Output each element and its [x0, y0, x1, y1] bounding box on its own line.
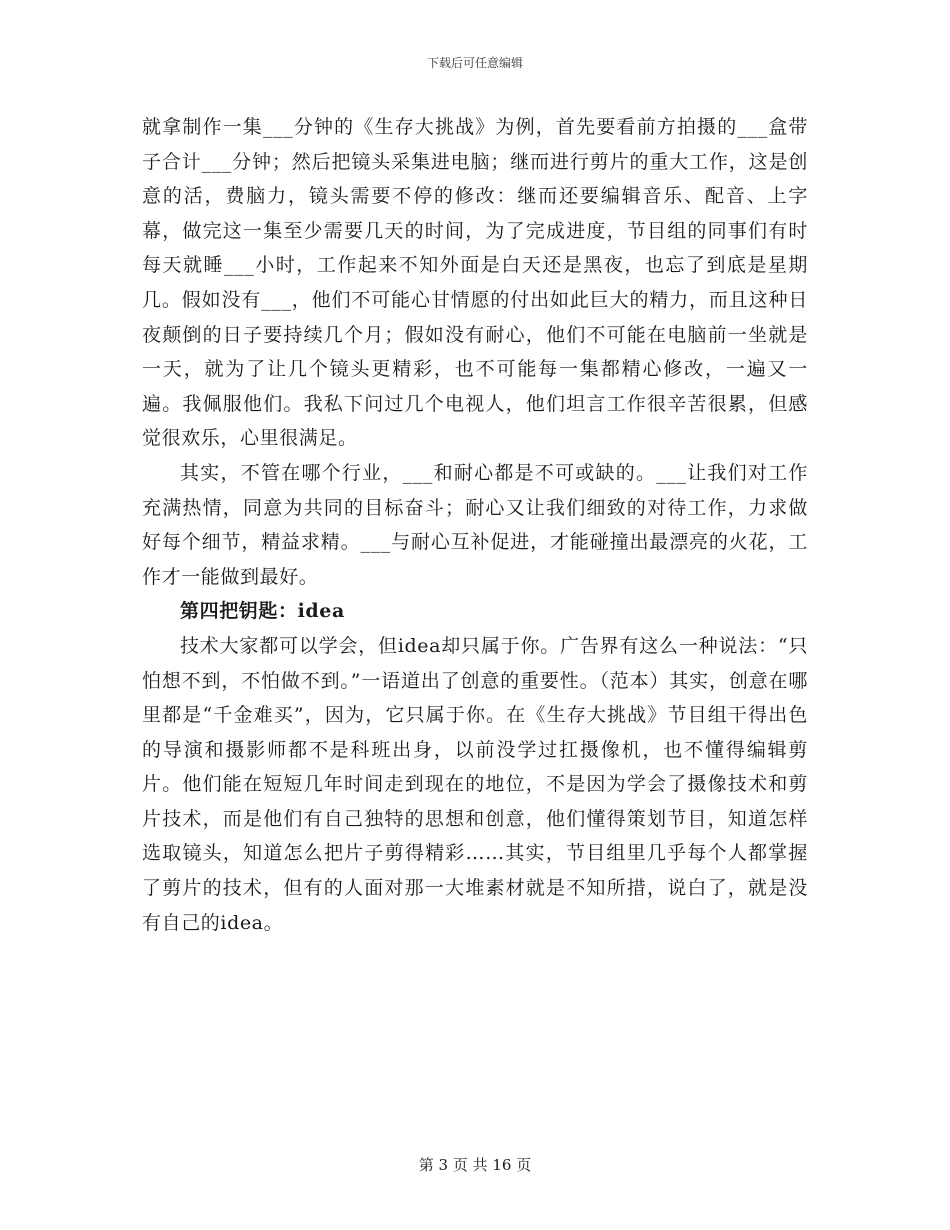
paragraph-passion-patience: 其实，不管在哪个行业，___和耐心都是不可或缺的。___让我们对工作充满热情，同意为共同的目标奋斗；耐心又让我们细致的对待工作，力求做好每个细节，精益求精。___与耐心互补促进，才能碰撞出最漂亮的火花，工作才一能做到最好。	[142, 461, 808, 588]
paragraph-idea: 技术大家都可以学会，但idea却只属于你。广告界有这么一种说法：“只怕想不到，不怕做不到。”一语道出了创意的重要性。（范本）其实，创意在哪里都是“千金难买”，因为，它只属于你。在《生存大挑战》节目组干得出色的导演和摄影师都不是科班出身，以前没学过扛摄像机，也不懂得编辑剪片。他们能在短短几年时间走到现在的地位，不是因为学会了摄像技术和剪片技术，而是他们有自己独特的思想和创意，他们懂得策划节目，知道怎样选取镜头，知道怎么把片子剪得精彩……其实，节目组里几乎每个人都掌握了剪片的技术，但有的人面对那一大堆素材就是不知所措，说白了，就是没有自己的idea。	[142, 634, 808, 934]
page-header: 下载后可任意编辑	[426, 56, 523, 70]
page-number: 第 3 页 共 16 页	[418, 1156, 532, 1174]
section-heading-idea: 第四把钥匙：idea	[180, 600, 345, 623]
paragraph-production-example: 就拿制作一集___分钟的《生存大挑战》为例，首先要看前方拍摄的___盒带子合计___分钟；然后把镜头采集进电脑；继而进行剪片的重大工作，这是创意的活，费脑力，镜头需要不停的修改：继而还要编辑音乐、配音、上字幕，做完这一集至少需要几天的时间，为了完成进度，节目组的同事们有时每天就睡___小时，工作起来不知外面是白天还是黑夜，也忘了到底是星期几。假如没有___，他们不可能心甘情愿的付出如此巨大的精力，而且这种日夜颠倒的日子要持续几个月；假如没有耐心，他们不可能在电脑前一坐就是一天，就为了让几个镜头更精彩，也不可能每一集都精心修改，一遍又一遍。我佩服他们。我私下问过几个电视人，他们坦言工作很辛苦很累，但感觉很欢乐，心里很满足。	[142, 116, 808, 450]
document-body	[142, 110, 808, 940]
